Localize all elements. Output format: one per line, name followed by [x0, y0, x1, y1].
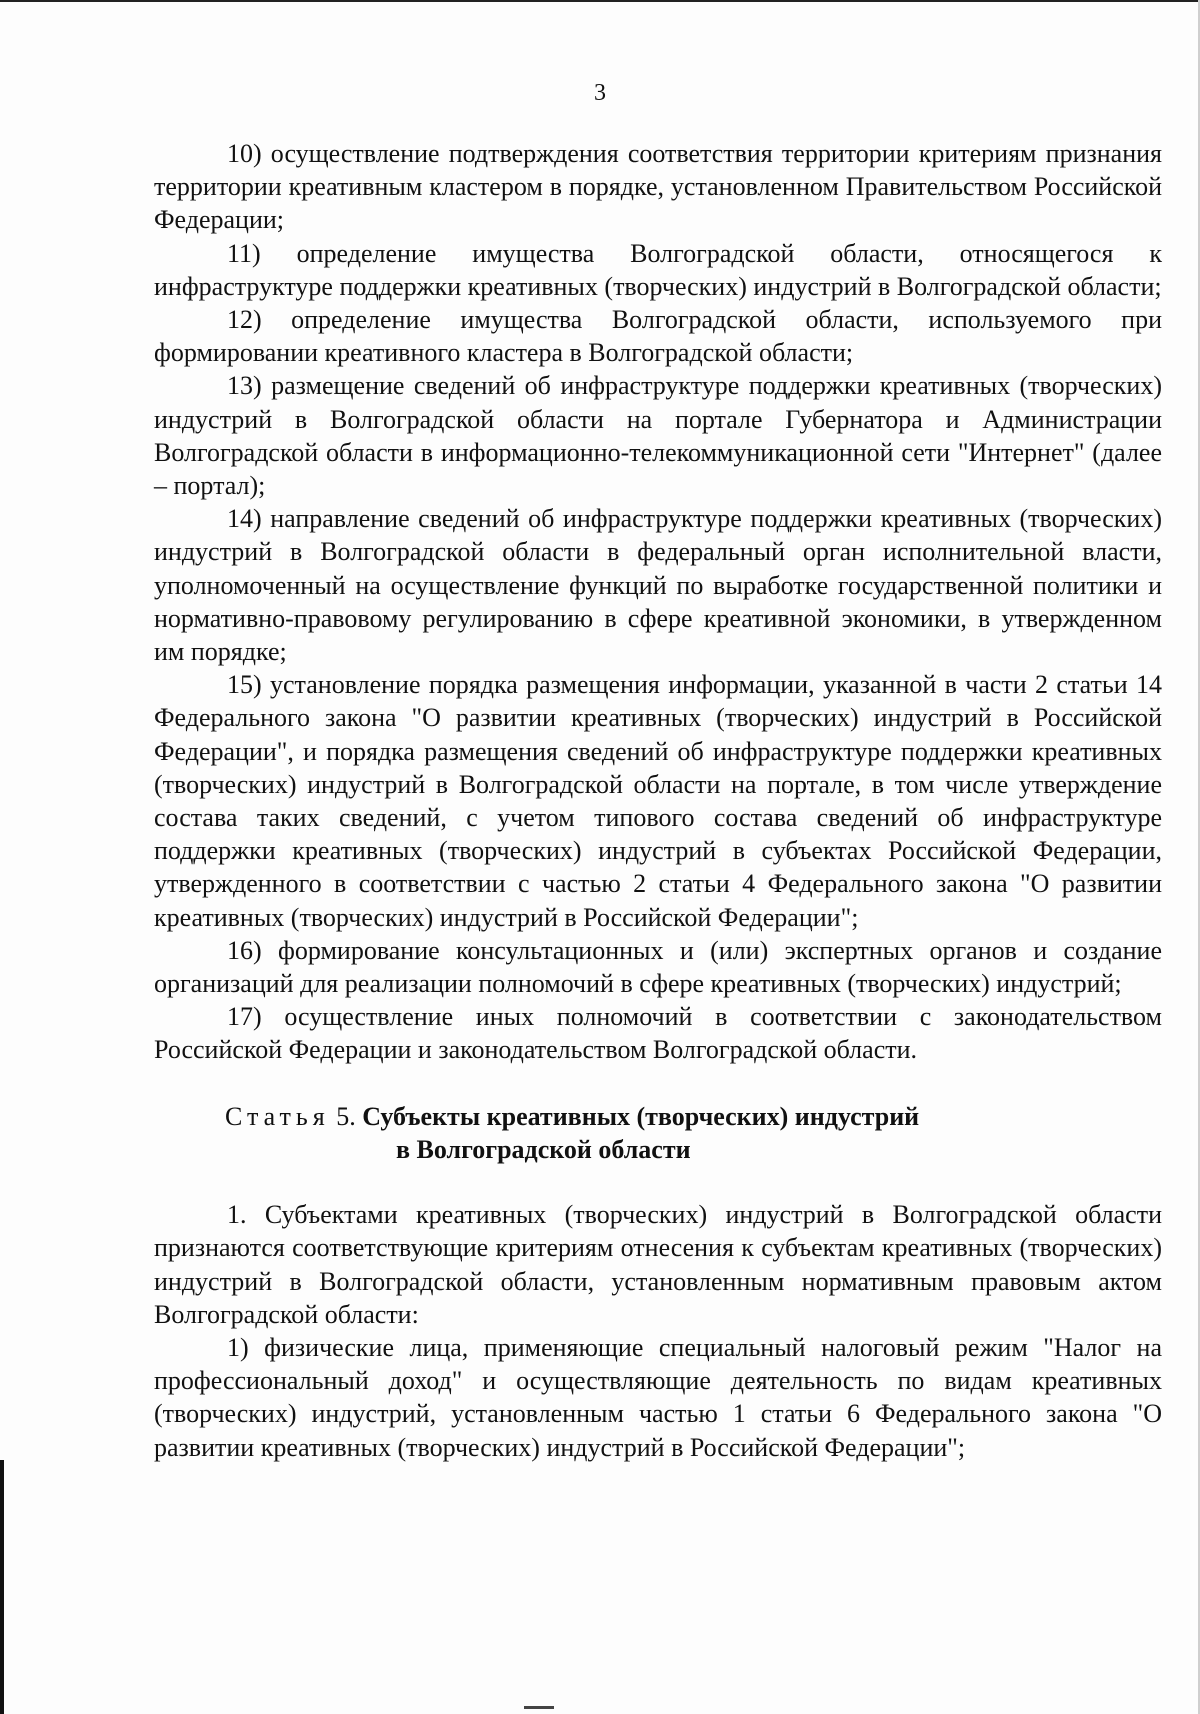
- paragraph-item-16: 16) формирование консультационных и (или) экспертных органов и создание организаций для реализации полномочий в сфере креативных (творческих) индустрий;: [154, 935, 1162, 999]
- paragraph-item-10: 10) осуществление подтверждения соответствия территории критериям признания территории креативным кластером в порядке, установленном Правительством Российской Федерации;: [154, 139, 1162, 235]
- article-heading-line-1: [154, 1100, 1162, 1133]
- paragraph-part-1: 1. Субъектами креативных (творческих) индустрий в Волгоградской области признаются соответствующие критериям отнесения к субъектам креативных (творческих) индустрий в Волгоградской области, установленным нормативным правовым актом Волгоградской области:: [154, 1200, 1162, 1329]
- paragraph-item-14: 14) направление сведений об инфраструктуре поддержки креативных (творческих) индустрий в Волгоградской области в федеральный орган исполнительной власти, уполномоченный на осуществление функций по выработке государственной политики и нормативно-правовому регулированию в сфере креативной экономики, в утвержденном им порядке;: [154, 504, 1162, 667]
- article-heading: [154, 1100, 1162, 1166]
- article-title-line-2: в Волгоградской области: [396, 1134, 691, 1164]
- scan-top-edge: [0, 0, 1200, 2]
- paragraph-item-13: 13) размещение сведений об инфраструктуре поддержки креативных (творческих) индустрий в Волгоградской области на портале Губернатора и Администрации Волгоградской области в информационно-телекоммуникационной сети "Интернет" (далее – портал);: [154, 371, 1162, 501]
- article-title-line-1: Субъекты креативных (творческих) индустрий: [362, 1101, 920, 1131]
- scan-left-edge: [0, 1460, 4, 1714]
- paragraph-item-15: 15) установление порядка размещения информации, указанной в части 2 статьи 14 Федерального закона "О развитии креативных (творческих) индустрий в Российской Федерации", и порядка размещения сведений об инфраструктуре поддержки креативных (творческих) индустрий в Волгоградской области на портале, в том числе утверждение состава таких сведений, с учетом типового состава сведений об инфраструктуре поддержки креативных (творческих) индустрий в субъектах Российской Федерации, утвержденного в соответствии с частью 2 статьи 4 Федерального закона "О развитии креативных (творческих) индустрий в Российской Федерации";: [154, 670, 1162, 932]
- page-number: 3: [594, 80, 606, 106]
- article-number: 5.: [336, 1101, 356, 1131]
- article-label: Статья: [225, 1101, 330, 1131]
- paragraph-item-11: 11) определение имущества Волгоградской области, относящегося к инфраструктуре поддержки креативных (творческих) индустрий в Волгоградской области;: [154, 238, 1162, 301]
- paragraph-item-12: 12) определение имущества Волгоградской области, используемого при формировании креативного кластера в Волгоградской области;: [154, 305, 1162, 368]
- document-body: [154, 137, 1162, 1464]
- section-gap: [154, 1166, 1162, 1198]
- paragraph-part-1-item-1: 1) физические лица, применяющие специальный налоговый режим "Налог на профессиональный доход" и осуществляющие деятельность по видам креативных (творческих) индустрий, установленным частью 1 статьи 6 Федерального закона "О развитии креативных (творческих) индустрий в Российской Федерации";: [154, 1332, 1162, 1462]
- paragraph-item-17: 17) осуществление иных полномочий в соответствии с законодательством Российской Федерации и законодательством Волгоградской области.: [154, 1002, 1162, 1065]
- scan-bottom-mark: [524, 1706, 554, 1709]
